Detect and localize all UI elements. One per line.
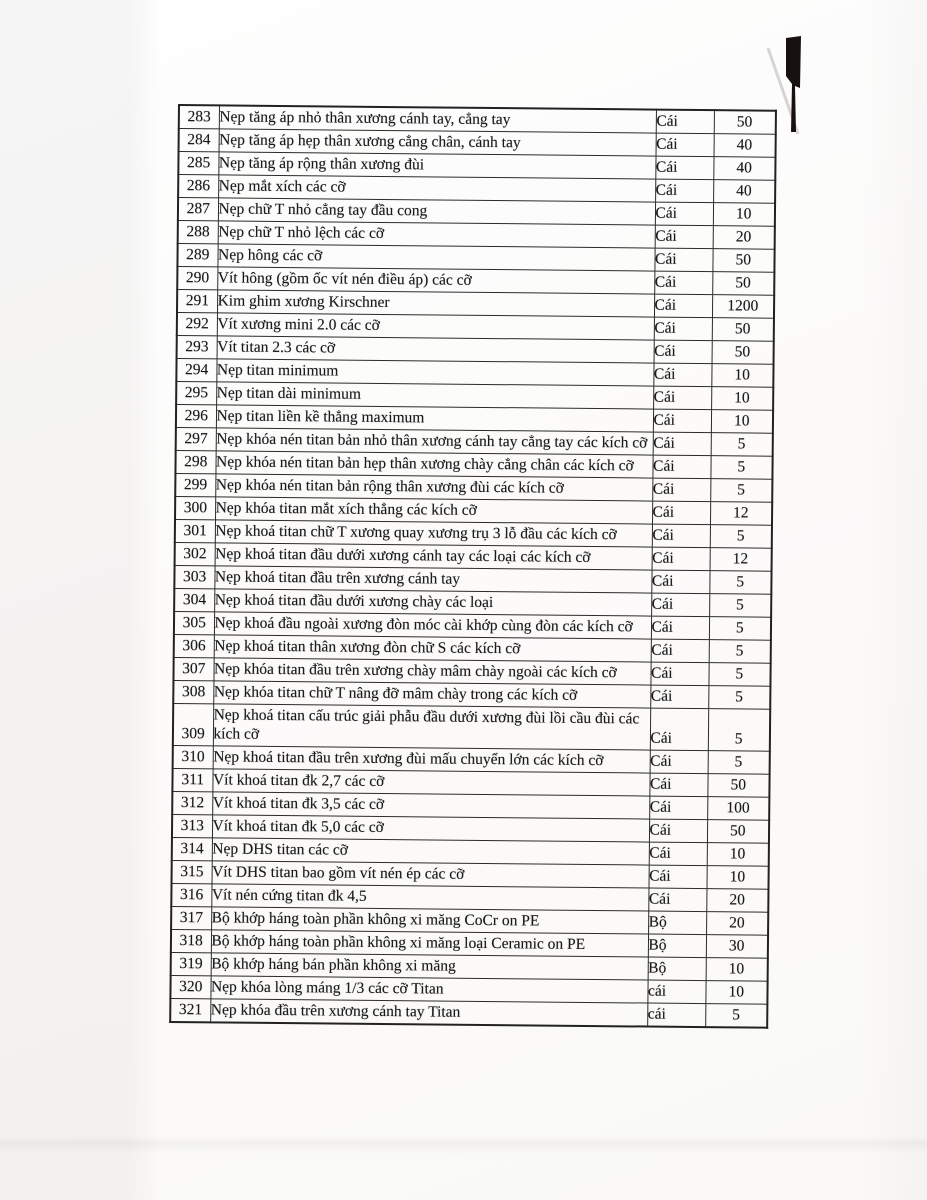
supplies-table-body bbox=[170, 105, 776, 1028]
row-number-cell: 292 bbox=[177, 313, 217, 336]
quantity-cell: 5 bbox=[709, 617, 771, 641]
unit-cell: Cái bbox=[651, 593, 709, 617]
unit-cell: Cái bbox=[655, 202, 713, 226]
unit-cell: Cái bbox=[648, 888, 706, 912]
item-description-cell: Nẹp khóa lòng máng 1/3 các cỡ Titan bbox=[210, 976, 647, 1003]
unit-cell: Cái bbox=[654, 317, 712, 341]
quantity-cell: 5 bbox=[709, 571, 771, 595]
unit-cell: Cái bbox=[651, 639, 709, 663]
item-description-cell: Nẹp khoá titan chữ T xương quay xương trụ 3 lỗ đầu các kích cỡ bbox=[215, 520, 652, 547]
item-description-cell: Nẹp khoá titan đầu dưới xương chày các loại bbox=[214, 589, 651, 616]
item-description-cell: Nẹp khoá titan đầu trên xương đùi mấu chuyển lớn các kích cỡ bbox=[213, 746, 650, 773]
row-number-cell: 297 bbox=[176, 427, 216, 450]
unit-cell: Cái bbox=[650, 708, 708, 751]
quantity-cell: 100 bbox=[707, 797, 769, 821]
quantity-cell: 50 bbox=[712, 341, 774, 365]
item-description-cell: Nẹp khoá titan đầu dưới xương cánh tay các loại các kích cỡ bbox=[215, 543, 652, 570]
quantity-cell: 10 bbox=[705, 981, 767, 1005]
item-description-cell: Nẹp DHS titan các cỡ bbox=[212, 838, 649, 865]
row-number-cell: 313 bbox=[172, 814, 212, 837]
item-description-cell: Nẹp khoá titan đầu trên xương cánh tay bbox=[214, 566, 651, 593]
row-number-cell: 286 bbox=[178, 175, 218, 198]
item-description-cell: Nẹp khóa đầu trên xương cánh tay Titan bbox=[210, 999, 647, 1027]
item-description-cell: Vít nén cứng titan đk 4,5 bbox=[211, 884, 648, 911]
item-description-cell: Nẹp titan minimum bbox=[216, 359, 653, 386]
unit-cell: Cái bbox=[649, 842, 707, 866]
item-description-cell: Nẹp khóa nén titan bản nhỏ thân xương cánh tay cẳng tay các kích cỡ bbox=[216, 428, 653, 455]
row-number-cell: 303 bbox=[174, 565, 214, 588]
item-description-cell: Bộ khớp háng toàn phần không xi măng CoCr on PE bbox=[211, 907, 648, 934]
item-description-cell: Kim ghim xương Kirschner bbox=[217, 290, 654, 317]
row-number-cell: 285 bbox=[178, 152, 218, 175]
unit-cell: Cái bbox=[651, 616, 709, 640]
item-description-cell: Nẹp khoá titan cấu trúc giải phẫu đầu dưới xương đùi lồi cầu đùi các kích cỡ bbox=[213, 704, 650, 750]
quantity-cell: 40 bbox=[714, 134, 776, 158]
row-number-cell: 296 bbox=[176, 404, 216, 427]
unit-cell: Cái bbox=[650, 685, 708, 709]
quantity-cell: 12 bbox=[710, 548, 772, 572]
item-description-cell: Nẹp tăng áp rộng thân xương đùi bbox=[218, 152, 655, 179]
unit-cell: cái bbox=[647, 980, 705, 1004]
item-description-cell: Nẹp khóa titan mắt xích thẳng các kích cỡ bbox=[215, 497, 652, 524]
quantity-cell: 10 bbox=[707, 843, 769, 867]
item-description-cell: Vít khoá titan đk 5,0 các cỡ bbox=[212, 815, 649, 842]
unit-cell: Cái bbox=[653, 363, 711, 387]
row-number-cell: 288 bbox=[178, 221, 218, 244]
quantity-cell: 10 bbox=[706, 958, 768, 982]
row-number-cell: 320 bbox=[170, 975, 210, 998]
row-number-cell: 314 bbox=[172, 837, 212, 860]
unit-cell: Cái bbox=[650, 662, 708, 686]
quantity-cell: 50 bbox=[707, 820, 769, 844]
item-description-cell: Vít xương mini 2.0 các cỡ bbox=[217, 313, 654, 340]
unit-cell: Cái bbox=[652, 478, 710, 502]
unit-cell: Cái bbox=[649, 773, 707, 797]
item-description-cell: Nẹp khóa titan đầu trên xương chày mâm chày ngoài các kích cỡ bbox=[213, 658, 650, 685]
row-number-cell: 316 bbox=[171, 883, 211, 906]
row-number-cell: 321 bbox=[170, 998, 210, 1022]
row-number-cell: 289 bbox=[177, 244, 217, 267]
row-number-cell: 306 bbox=[174, 634, 214, 657]
unit-cell: Cái bbox=[654, 271, 712, 295]
item-description-cell: Nẹp titan liền kề thẳng maximum bbox=[216, 405, 653, 432]
unit-cell: Cái bbox=[649, 796, 707, 820]
quantity-cell: 10 bbox=[713, 203, 775, 227]
unit-cell: Cái bbox=[649, 819, 707, 843]
unit-cell: Cái bbox=[653, 432, 711, 456]
item-description-cell: Bộ khớp háng bán phần không xi măng bbox=[211, 953, 648, 980]
row-number-cell: 304 bbox=[174, 588, 214, 611]
item-description-cell: Nẹp hông các cỡ bbox=[217, 244, 654, 271]
unit-cell: cái bbox=[647, 1003, 705, 1027]
row-number-cell: 307 bbox=[173, 657, 213, 680]
unit-cell: Cái bbox=[654, 248, 712, 272]
unit-cell: Bộ bbox=[648, 957, 706, 981]
ink-blot bbox=[786, 36, 801, 132]
unit-cell: Cái bbox=[656, 110, 714, 134]
unit-cell: Cái bbox=[655, 156, 713, 180]
row-number-cell: 298 bbox=[175, 450, 215, 473]
quantity-cell: 40 bbox=[713, 180, 775, 204]
row-number-cell: 315 bbox=[172, 860, 212, 883]
item-description-cell: Nẹp khoá đầu ngoài xương đòn móc cài khớp cùng đòn các kích cỡ bbox=[214, 612, 651, 639]
quantity-cell: 10 bbox=[706, 866, 768, 890]
row-number-cell: 299 bbox=[175, 473, 215, 496]
supplies-table bbox=[169, 104, 777, 1029]
row-number-cell: 302 bbox=[175, 542, 215, 565]
unit-cell: Cái bbox=[652, 547, 710, 571]
row-number-cell: 300 bbox=[175, 496, 215, 519]
quantity-cell: 20 bbox=[706, 912, 768, 936]
quantity-cell: 5 bbox=[711, 433, 773, 457]
unit-cell: Cái bbox=[650, 750, 708, 774]
row-number-cell: 318 bbox=[171, 929, 211, 952]
row-number-cell: 319 bbox=[171, 952, 211, 975]
item-description-cell: Bộ khớp háng toàn phần không xi măng loại Ceramic on PE bbox=[211, 930, 648, 957]
quantity-cell: 5 bbox=[710, 456, 772, 480]
item-description-cell: Nẹp titan dài minimum bbox=[216, 382, 653, 409]
table-row bbox=[170, 998, 767, 1027]
quantity-cell: 1200 bbox=[712, 295, 774, 319]
unit-cell: Cái bbox=[656, 133, 714, 157]
quantity-cell: 5 bbox=[705, 1004, 767, 1028]
row-number-cell: 308 bbox=[173, 680, 213, 703]
unit-cell: Cái bbox=[655, 225, 713, 249]
unit-cell: Cái bbox=[654, 340, 712, 364]
row-number-cell: 294 bbox=[176, 358, 216, 381]
item-description-cell: Nẹp khóa titan chữ T nâng đỡ mâm chày trong các kích cỡ bbox=[213, 681, 650, 708]
quantity-cell: 20 bbox=[713, 226, 775, 250]
item-description-cell: Vít titan 2.3 các cỡ bbox=[217, 336, 654, 363]
item-description-cell: Vít DHS titan bao gồm vít nén ép các cỡ bbox=[212, 861, 649, 888]
item-description-cell: Nẹp tăng áp hẹp thân xương cẳng chân, cánh tay bbox=[219, 129, 656, 156]
item-description-cell: Vít hông (gồm ốc vít nén điều áp) các cỡ bbox=[217, 267, 654, 294]
row-number-cell: 310 bbox=[173, 745, 213, 768]
item-description-cell: Nẹp chữ T nhỏ cẳng tay đầu cong bbox=[218, 198, 655, 225]
table-row bbox=[173, 703, 770, 751]
item-description-cell: Nẹp khóa nén titan bản hẹp thân xương chày cẳng chân các kích cỡ bbox=[215, 451, 652, 478]
quantity-cell: 50 bbox=[712, 249, 774, 273]
unit-cell: Cái bbox=[654, 294, 712, 318]
row-number-cell: 312 bbox=[172, 791, 212, 814]
quantity-cell: 50 bbox=[712, 318, 774, 342]
quantity-cell: 5 bbox=[710, 525, 772, 549]
row-number-cell: 291 bbox=[177, 290, 217, 313]
item-description-cell: Nẹp khóa nén titan bản rộng thân xương đùi các kích cỡ bbox=[215, 474, 652, 501]
item-description-cell: Vít khoá titan đk 3,5 các cỡ bbox=[212, 792, 649, 819]
row-number-cell: 305 bbox=[174, 611, 214, 634]
unit-cell: Cái bbox=[653, 409, 711, 433]
row-number-cell: 284 bbox=[179, 129, 219, 152]
unit-cell: Cái bbox=[653, 386, 711, 410]
quantity-cell: 10 bbox=[711, 387, 773, 411]
quantity-cell: 5 bbox=[709, 640, 771, 664]
quantity-cell: 40 bbox=[713, 157, 775, 181]
unit-cell: Bộ bbox=[648, 934, 706, 958]
item-description-cell: Nẹp mắt xích các cỡ bbox=[218, 175, 655, 202]
row-number-cell: 317 bbox=[171, 906, 211, 929]
quantity-cell: 5 bbox=[709, 594, 771, 618]
quantity-cell: 50 bbox=[707, 774, 769, 798]
row-number-cell: 287 bbox=[178, 198, 218, 221]
quantity-cell: 50 bbox=[714, 110, 776, 134]
quantity-cell: 5 bbox=[708, 709, 770, 752]
quantity-cell: 5 bbox=[710, 479, 772, 503]
row-number-cell: 290 bbox=[177, 267, 217, 290]
quantity-cell: 5 bbox=[708, 663, 770, 687]
unit-cell: Cái bbox=[648, 865, 706, 889]
quantity-cell: 5 bbox=[708, 686, 770, 710]
unit-cell: Cái bbox=[652, 524, 710, 548]
quantity-cell: 5 bbox=[708, 751, 770, 775]
quantity-cell: 50 bbox=[712, 272, 774, 296]
quantity-cell: 12 bbox=[710, 502, 772, 526]
row-number-cell: 295 bbox=[176, 381, 216, 404]
row-number-cell: 283 bbox=[179, 105, 219, 129]
unit-cell: Cái bbox=[652, 501, 710, 525]
unit-cell: Bộ bbox=[648, 911, 706, 935]
row-number-cell: 309 bbox=[173, 703, 213, 745]
item-description-cell: Nẹp khoá titan thân xương đòn chữ S các kích cỡ bbox=[214, 635, 651, 662]
item-description-cell: Nẹp chữ T nhỏ lệch các cỡ bbox=[218, 221, 655, 248]
quantity-cell: 30 bbox=[706, 935, 768, 959]
quantity-cell: 10 bbox=[711, 410, 773, 434]
unit-cell: Cái bbox=[652, 455, 710, 479]
row-number-cell: 301 bbox=[175, 519, 215, 542]
quantity-cell: 10 bbox=[711, 364, 773, 388]
unit-cell: Cái bbox=[651, 570, 709, 594]
quantity-cell: 20 bbox=[706, 889, 768, 913]
row-number-cell: 311 bbox=[172, 768, 212, 791]
row-number-cell: 293 bbox=[177, 335, 217, 358]
unit-cell: Cái bbox=[655, 179, 713, 203]
item-description-cell: Nẹp tăng áp nhỏ thân xương cánh tay, cẳng tay bbox=[219, 105, 656, 133]
item-description-cell: Vít khoá titan đk 2,7 các cỡ bbox=[212, 769, 649, 796]
